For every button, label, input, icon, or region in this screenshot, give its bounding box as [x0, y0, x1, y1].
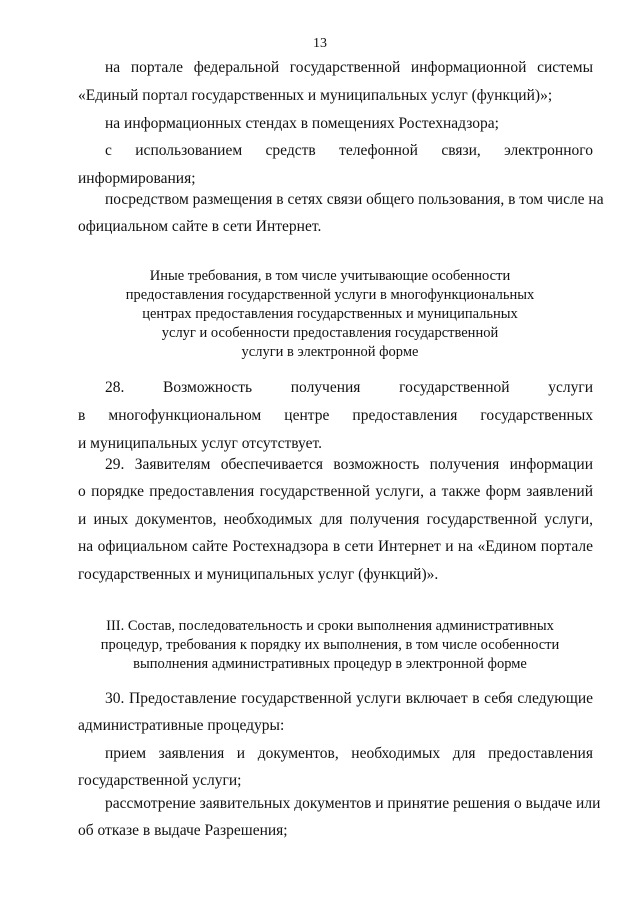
text-line: на портале федеральной государственной информационной системы — [105, 59, 593, 76]
text-line: на официальном сайте Ростехнадзора в сети Интернет и на «Едином портале — [78, 538, 593, 555]
heading-line: выполнения административных процедур в электронной форме — [133, 656, 527, 672]
text-line: и муниципальных услуг отсутствует. — [78, 435, 322, 452]
text-line: 28. Возможность получения государственной услуги — [105, 379, 593, 396]
text-line: и иных документов, необходимых для получения государственной услуги, — [78, 511, 593, 528]
text-line: о порядке предоставления государственной услуги, а также форм заявлений — [78, 483, 593, 500]
text-line: информирования; — [78, 170, 196, 187]
text-line: с использованием средств телефонной связи, электронного — [105, 142, 593, 159]
heading-line: центрах предоставления государственных и муниципальных — [142, 306, 518, 322]
text-line: «Единый портал государственных и муниципальных услуг (функций)»; — [78, 87, 553, 104]
text-line: посредством размещения в сетях связи общего пользования, в том числе на — [105, 191, 604, 208]
heading-line: услуги в электронной форме — [241, 344, 419, 360]
text-line: об отказе в выдаче Разрешения; — [78, 822, 288, 839]
heading-line: III. Состав, последовательность и сроки выполнения административных — [106, 618, 554, 634]
heading-line: Иные требования, в том числе учитывающие особенности — [149, 268, 511, 284]
text-line: 30. Предоставление государственной услуги включает в себя следующие — [105, 690, 593, 707]
heading-line: услуг и особенности предоставления государственной — [161, 325, 499, 341]
text-line: административные процедуры: — [78, 717, 285, 734]
text-line: на информационных стендах в помещениях Ростехнадзора; — [105, 115, 499, 132]
text-line: рассмотрение заявительных документов и принятие решения о выдаче или — [105, 795, 601, 812]
page-number: 13 — [313, 36, 327, 51]
text-line: в многофункциональном центре предоставления государственных — [78, 407, 593, 424]
text-line: прием заявления и документов, необходимых для предоставления — [105, 745, 593, 762]
heading-line: предоставления государственной услуги в многофункциональных — [125, 287, 535, 303]
text-line: государственных и муниципальных услуг (функций)». — [78, 566, 439, 583]
text-line: 29. Заявителям обеспечивается возможность получения информации — [105, 456, 593, 473]
text-line: государственной услуги; — [78, 772, 242, 789]
text-line: официальном сайте в сети Интернет. — [78, 218, 322, 235]
heading-line: процедур, требования к порядку их выполнения, в том числе особенности — [100, 637, 560, 653]
